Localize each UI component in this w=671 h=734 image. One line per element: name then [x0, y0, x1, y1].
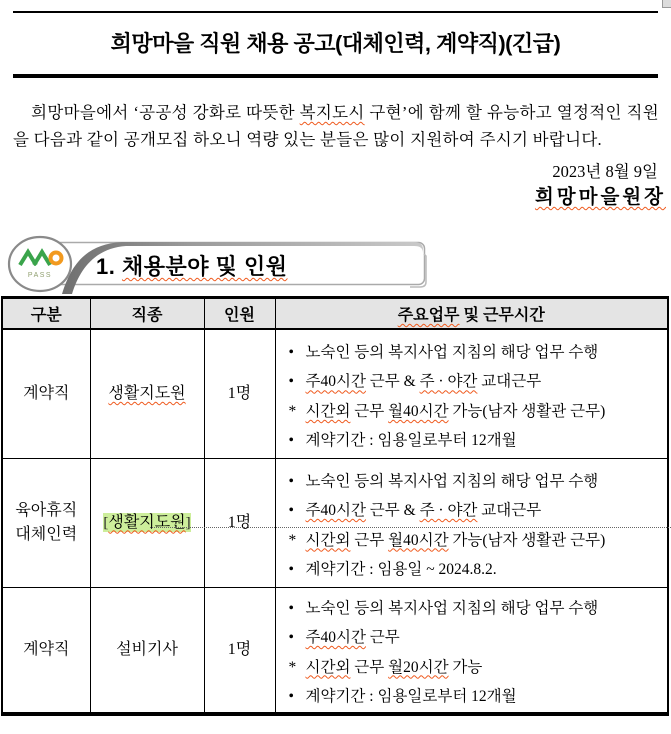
duty-text: 교대근무 — [477, 373, 542, 391]
col-header-jikjong: 직종 — [90, 298, 204, 330]
table-row — [2, 329, 668, 458]
signer-name: 희망마을원장 — [534, 187, 666, 208]
gubun-text: 계약직 — [23, 384, 70, 402]
bullet-icon: • — [288, 688, 294, 705]
intro-text: 희망마을에서 ‘공공성 강화로 따뜻한 — [31, 103, 300, 122]
cell-jikjong — [90, 458, 204, 587]
section-heading-text: 채용분야 및 인원 — [121, 254, 288, 279]
asterisk-marker: * — [288, 658, 297, 676]
duty-text: 주40시간 — [305, 502, 366, 519]
spellcheck-word: 주요업무 — [397, 307, 460, 324]
table-row — [2, 458, 668, 587]
cell-count: 1명 — [204, 587, 275, 714]
cell-jikjong — [90, 329, 204, 458]
bullet-icon: • — [288, 561, 294, 578]
duty-text: 계약기간 : 임용일로부터 12개월 — [305, 432, 517, 450]
duty-text: 근무 — [350, 531, 389, 549]
duty-text: 월20시간 — [388, 658, 449, 676]
page-title: 희망마을 직원 채용 공고(대체인력, 계약직)(긴급) — [110, 31, 561, 56]
duty-text: 주 · 야간 — [419, 502, 478, 519]
duty-text: 시간외 — [305, 658, 351, 676]
duty-text: 근무 & — [365, 502, 420, 519]
duty-text: 가능 — [448, 658, 483, 676]
jikjong-text: 설비기사 — [116, 640, 178, 658]
duty-line — [289, 397, 664, 427]
posting-date: 2023년 8월 9일 — [552, 162, 658, 181]
duty-line — [289, 594, 664, 624]
duty-text: 근무 — [365, 629, 400, 646]
highlighted-field[interactable] — [103, 513, 190, 532]
asterisk-marker: * — [288, 531, 297, 549]
header-text: 및 근무시간 — [459, 307, 545, 324]
cell-gubun — [2, 458, 90, 587]
bullet-icon: • — [288, 599, 294, 617]
cell-duties — [275, 329, 668, 458]
duty-text: 월40시간 — [388, 531, 449, 549]
cell-duties — [275, 587, 668, 714]
spellcheck-word: 생활지도원 — [108, 384, 186, 402]
dotted-guide-line — [150, 527, 671, 528]
duty-line — [289, 367, 664, 397]
field-bracket-open: [ — [103, 514, 109, 531]
duty-text: 가능(남자 생활관 근무) — [448, 531, 606, 549]
title-top-rule — [13, 11, 658, 13]
bullet-icon: • — [288, 432, 294, 450]
cell-gubun — [2, 329, 90, 458]
cell-duties — [275, 458, 668, 587]
duty-line — [289, 623, 664, 653]
duty-text: 주40시간 — [305, 373, 366, 391]
duty-line — [289, 338, 664, 368]
duty-text: 교대근무 — [477, 502, 542, 519]
col-header-duties — [275, 298, 668, 330]
duty-text: 시간외 — [305, 402, 351, 420]
bullet-icon: • — [288, 629, 294, 646]
recruitment-table-wrap — [1, 296, 669, 716]
duty-text: 노숙인 등의 복지사업 지침의 해당 업무 수행 — [305, 599, 599, 617]
logo-subtext: PASS — [27, 272, 53, 279]
duty-text: 월40시간 — [388, 402, 449, 420]
gubun-text: 육아휴직 — [15, 501, 78, 519]
duty-line — [289, 653, 664, 683]
spellcheck-word: 복지도시 — [299, 103, 365, 122]
cell-jikjong — [90, 587, 204, 714]
intro-paragraph — [13, 99, 659, 153]
table-header-row — [2, 298, 668, 330]
duty-text: 노숙인 등의 복지사업 지침의 해당 업무 수행 — [305, 472, 599, 490]
scrollbar-corner-fragment[interactable] — [662, 0, 671, 8]
field-bracket-close: ] — [185, 514, 191, 531]
gubun-text: 대체인력 — [15, 525, 78, 543]
bullet-icon: • — [288, 373, 294, 391]
col-header-gubun: 구분 — [2, 298, 90, 330]
duty-line — [289, 682, 664, 712]
recruitment-table — [1, 296, 669, 716]
duty-line — [289, 526, 664, 556]
duty-text: 주40시간 — [305, 629, 366, 646]
duty-text: 시간외 — [305, 531, 351, 549]
section-number: 1. — [96, 254, 122, 279]
bullet-icon: • — [288, 472, 294, 490]
duty-text: 계약기간 : 임용일로부터 12개월 — [305, 688, 517, 705]
cell-gubun — [2, 587, 90, 714]
section-heading — [96, 250, 287, 281]
spellcheck-word: 생활지도원 — [108, 513, 186, 531]
cell-count: 1명 — [204, 458, 275, 587]
duty-text: 근무 — [350, 402, 389, 420]
intro-text: 구현’에 함께 할 유능하고 열정적인 직원을 다음과 같이 공개모집 하오니 역량 있는 분들은 많이 지원하여 주시기 바랍니다. — [13, 103, 659, 149]
duty-text: 주 · 야간 — [419, 373, 478, 391]
duty-text: 노숙인 등의 복지사업 지침의 해당 업무 수행 — [305, 343, 599, 361]
duty-text: 근무 & — [365, 373, 420, 391]
gubun-text: 계약직 — [23, 640, 70, 658]
duty-line — [289, 426, 664, 456]
duty-line — [289, 467, 664, 497]
duty-line — [289, 496, 664, 526]
bullet-icon: • — [288, 343, 294, 361]
logo-ellipse — [9, 237, 71, 291]
duty-text: 근무 — [350, 658, 389, 676]
title-bottom-rule — [13, 74, 658, 78]
duty-line — [289, 555, 664, 585]
asterisk-marker: * — [288, 402, 297, 420]
cell-count: 1명 — [204, 329, 275, 458]
col-header-count: 인원 — [204, 298, 275, 330]
duty-text: 계약기간 : 임용일 ~ 2024.8.2. — [305, 561, 497, 578]
table-row — [2, 587, 668, 714]
bullet-icon: • — [288, 502, 294, 519]
duty-text: 가능(남자 생활관 근무) — [448, 402, 606, 420]
